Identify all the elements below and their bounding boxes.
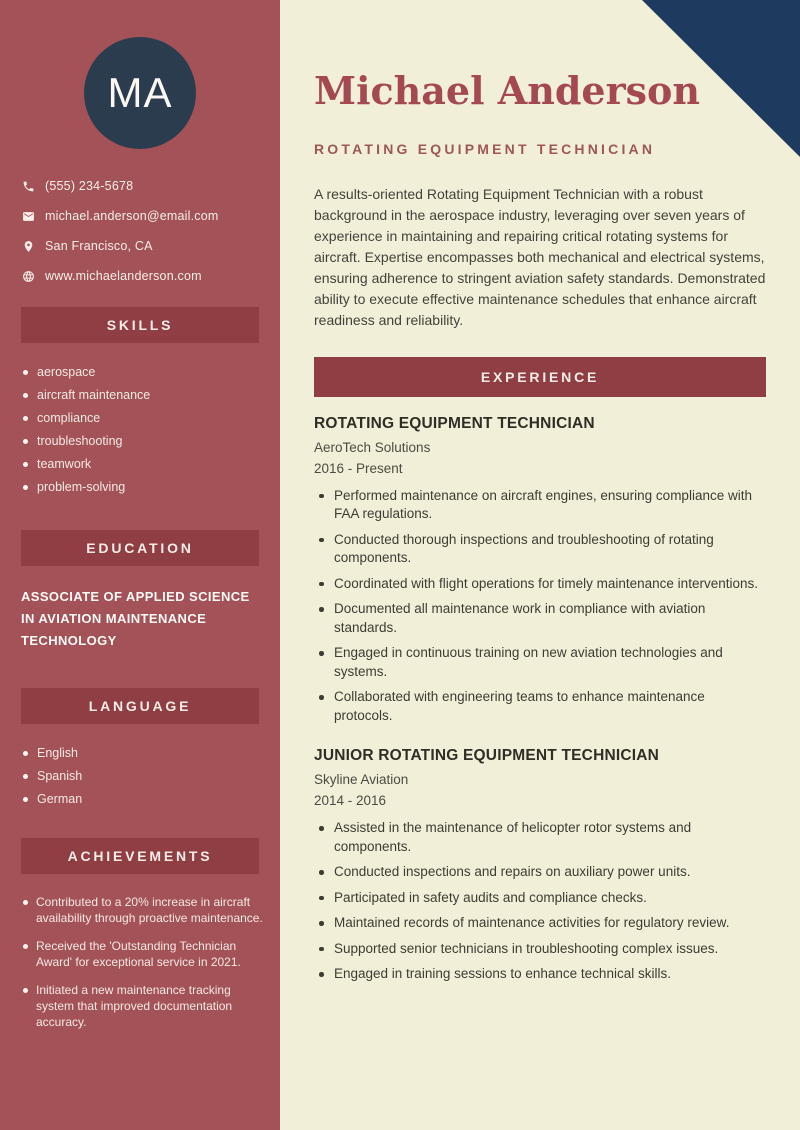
achievement-item: Initiated a new maintenance tracking system that improved documentation accuracy. <box>22 982 266 1030</box>
candidate-name: Michael Anderson <box>314 68 700 114</box>
summary-paragraph: A results-oriented Rotating Equipment Technician with a robust background in the aerospace industry, leveraging over seven years of experience in maintaining and repairing critical rotating systems for aircraft. Expertise encompasses both mechanical and electrical systems, ensuring adherence to stringent aviation safety standards. Demonstrated ability to execute effective maintenance schedules that enhance aircraft readiness and reliability. <box>314 185 766 328</box>
job-company: AeroTech Solutions <box>314 439 431 455</box>
contact-location <box>22 239 280 253</box>
skill-item: problem-solving <box>22 480 280 494</box>
job-entry-2 <box>314 747 766 984</box>
main-content <box>280 0 800 1130</box>
language-item: English <box>22 746 280 760</box>
achievement-item: Received the 'Outstanding Technician Award' for exceptional service in 2021. <box>22 938 266 970</box>
skills-list <box>22 365 280 494</box>
job-company: Skyline Aviation <box>314 772 409 788</box>
skill-item: teamwork <box>22 457 280 471</box>
candidate-title: ROTATING EQUIPMENT TECHNICIAN <box>314 140 656 157</box>
contact-website-text: www.michaelanderson.com <box>45 269 202 283</box>
language-header: LANGUAGE <box>21 688 259 724</box>
job-bullet: Collaborated with engineering teams to enhance maintenance protocols. <box>314 688 766 725</box>
skill-item: aerospace <box>22 365 280 379</box>
achievements-list <box>22 894 266 1030</box>
avatar-initials: MA <box>107 69 173 116</box>
education-header: EDUCATION <box>21 530 259 566</box>
sidebar <box>0 0 280 1130</box>
avatar <box>84 37 196 149</box>
job-entry-1 <box>314 415 766 726</box>
email-icon <box>22 209 36 223</box>
skills-header: SKILLS <box>21 307 259 343</box>
job-bullet: Conducted inspections and repairs on auxiliary power units. <box>314 863 766 882</box>
job-bullet-list <box>314 487 766 726</box>
contact-email <box>22 209 280 223</box>
globe-icon <box>22 269 36 283</box>
location-icon <box>22 239 36 253</box>
language-item: German <box>22 792 280 806</box>
job-bullet: Performed maintenance on aircraft engines, ensuring compliance with FAA regulations. <box>314 487 766 524</box>
job-bullet: Coordinated with flight operations for timely maintenance interventions. <box>314 575 766 594</box>
achievement-item: Contributed to a 20% increase in aircraft availability through proactive maintenance. <box>22 894 266 926</box>
job-title: ROTATING EQUIPMENT TECHNICIAN <box>314 414 595 432</box>
education-degree: ASSOCIATE OF APPLIED SCIENCE IN AVIATION MAINTENANCE TECHNOLOGY <box>21 589 250 648</box>
job-bullet: Engaged in training sessions to enhance technical skills. <box>314 965 766 984</box>
job-bullet: Maintained records of maintenance activities for regulatory review. <box>314 914 766 933</box>
job-title: JUNIOR ROTATING EQUIPMENT TECHNICIAN <box>314 747 660 765</box>
job-bullet: Assisted in the maintenance of helicopter rotor systems and components. <box>314 819 766 856</box>
contact-website <box>22 269 280 283</box>
job-bullet: Participated in safety audits and compliance checks. <box>314 889 766 908</box>
contact-location-text: San Francisco, CA <box>45 239 153 253</box>
job-dates: 2016 - Present <box>314 460 403 476</box>
skill-item: troubleshooting <box>22 434 280 448</box>
job-bullet: Engaged in continuous training on new aviation technologies and systems. <box>314 644 766 681</box>
contact-list <box>22 179 280 283</box>
phone-icon <box>22 179 36 193</box>
achievements-header: ACHIEVEMENTS <box>21 838 259 874</box>
experience-header: EXPERIENCE <box>314 357 766 397</box>
language-item: Spanish <box>22 769 280 783</box>
contact-phone <box>22 179 280 193</box>
job-dates: 2014 - 2016 <box>314 793 387 809</box>
contact-email-text: michael.anderson@email.com <box>45 209 219 223</box>
job-bullet: Conducted thorough inspections and troubleshooting of rotating components. <box>314 531 766 568</box>
job-bullet: Documented all maintenance work in compliance with aviation standards. <box>314 600 766 637</box>
skill-item: aircraft maintenance <box>22 388 280 402</box>
contact-phone-text: (555) 234-5678 <box>45 179 134 193</box>
language-list <box>22 746 280 806</box>
skill-item: compliance <box>22 411 280 425</box>
job-bullet: Supported senior technicians in troubleshooting complex issues. <box>314 940 766 959</box>
job-bullet-list <box>314 819 766 984</box>
